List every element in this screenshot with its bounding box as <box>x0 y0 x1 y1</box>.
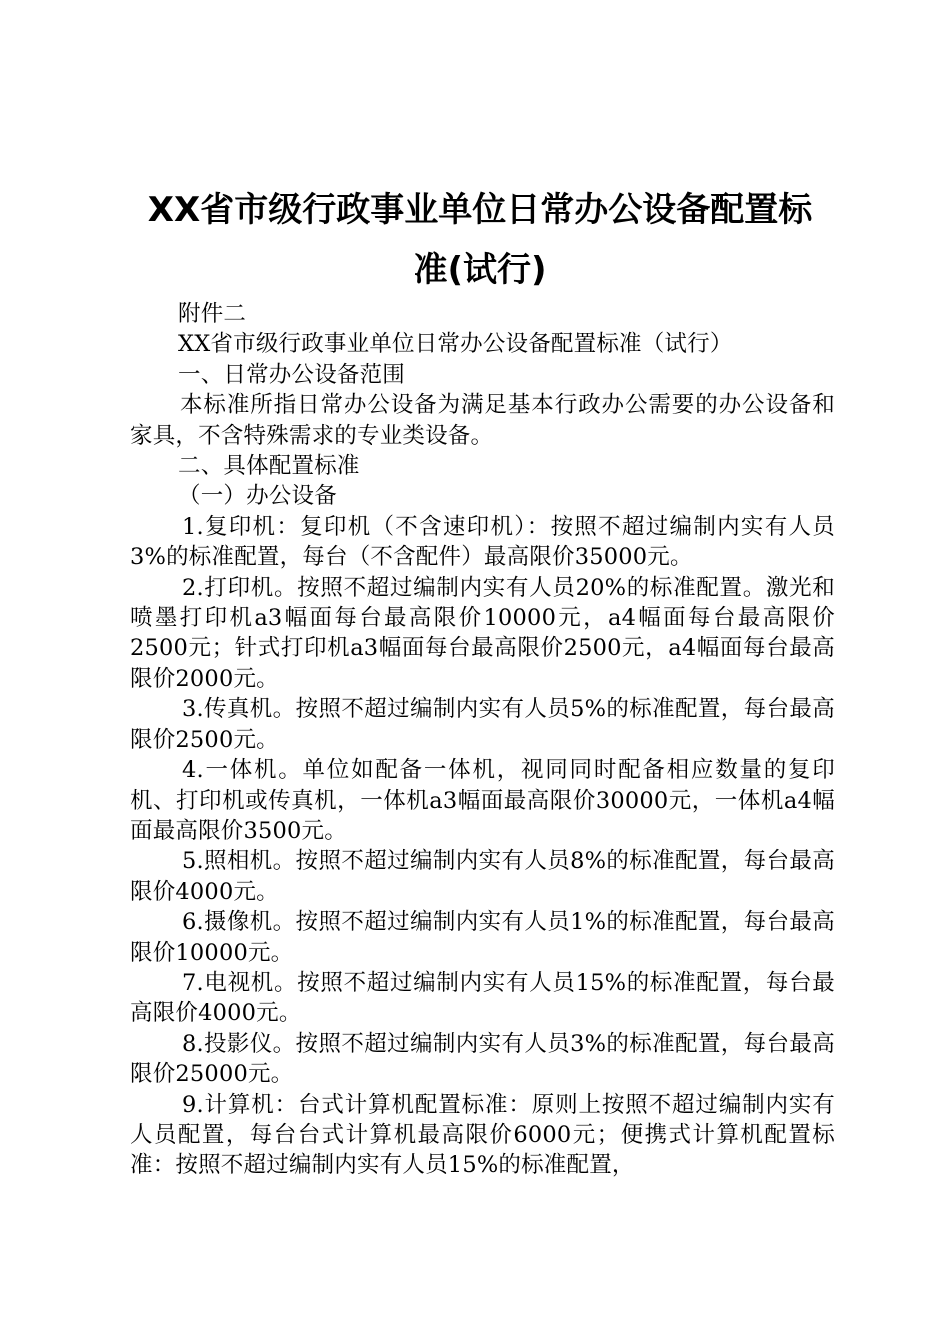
subsection-1-heading: （一）办公设备 <box>178 483 337 510</box>
item-projector: 8.投影仪。按照不超过编制内实有人员3%的标准配置，每台最高限价25000元。 <box>130 1030 835 1088</box>
item-fax: 3.传真机。按照不超过编制内实有人员5%的标准配置，每台最高限价2500元。 <box>130 696 835 753</box>
item-video-camera: 6.摄像机。按照不超过编制内实有人员1%的标准配置，每台最高限价10000元。 <box>130 909 835 966</box>
title-line-2: 准(试行) <box>413 250 547 290</box>
item-television: 7.电视机。按照不超过编制内实有人员15%的标准配置，每台最高限价4000元。 <box>130 969 835 1027</box>
item-computer: 9.计算机：台式计算机配置标准：原则上按照不超过编制内实有人员配置，每台台式计算机最高限价6000元；便携式计算机配置标准：按照不超过编制内实有人员15%的标准配置， <box>130 1091 835 1179</box>
item-camera: 5.照相机。按照不超过编制内实有人员8%的标准配置，每台最高限价4000元。 <box>130 848 835 905</box>
document-body <box>130 299 835 1181</box>
item-copier: 1.复印机：复印机（不含速印机）：按照不超过编制内实有人员3%的标准配置，每台（不含配件）最高限价35000元。 <box>130 513 835 571</box>
section-2-heading: 二、具体配置标准 <box>178 453 360 480</box>
item-all-in-one: 4.一体机。单位如配备一体机，视同同时配备相应数量的复印机、打印机或传真机，一体机a3幅面最高限价30000元，一体机a4幅面最高限价3500元。 <box>130 757 835 844</box>
section-1-paragraph: 本标准所指日常办公设备为满足基本行政办公需要的办公设备和家具，不含特殊需求的专业类设备。 <box>130 392 835 449</box>
item-printer: 2.打印机。按照不超过编制内实有人员20%的标准配置。激光和喷墨打印机a3幅面每台最高限价10000元，a4幅面每台最高限价2500元；针式打印机a3幅面每台最高限价2500元，a4幅面每台最高限价2000元。 <box>130 574 835 692</box>
section-1-heading: 一、日常办公设备范围 <box>178 361 406 388</box>
document-subtitle: XX省市级行政事业单位日常办公设备配置标准（试行） <box>178 331 733 358</box>
title-line-1: XX省市级行政事业单位日常办公设备配置标 <box>147 190 813 230</box>
attachment-label: 附件二 <box>178 301 247 327</box>
document-title <box>130 180 830 300</box>
